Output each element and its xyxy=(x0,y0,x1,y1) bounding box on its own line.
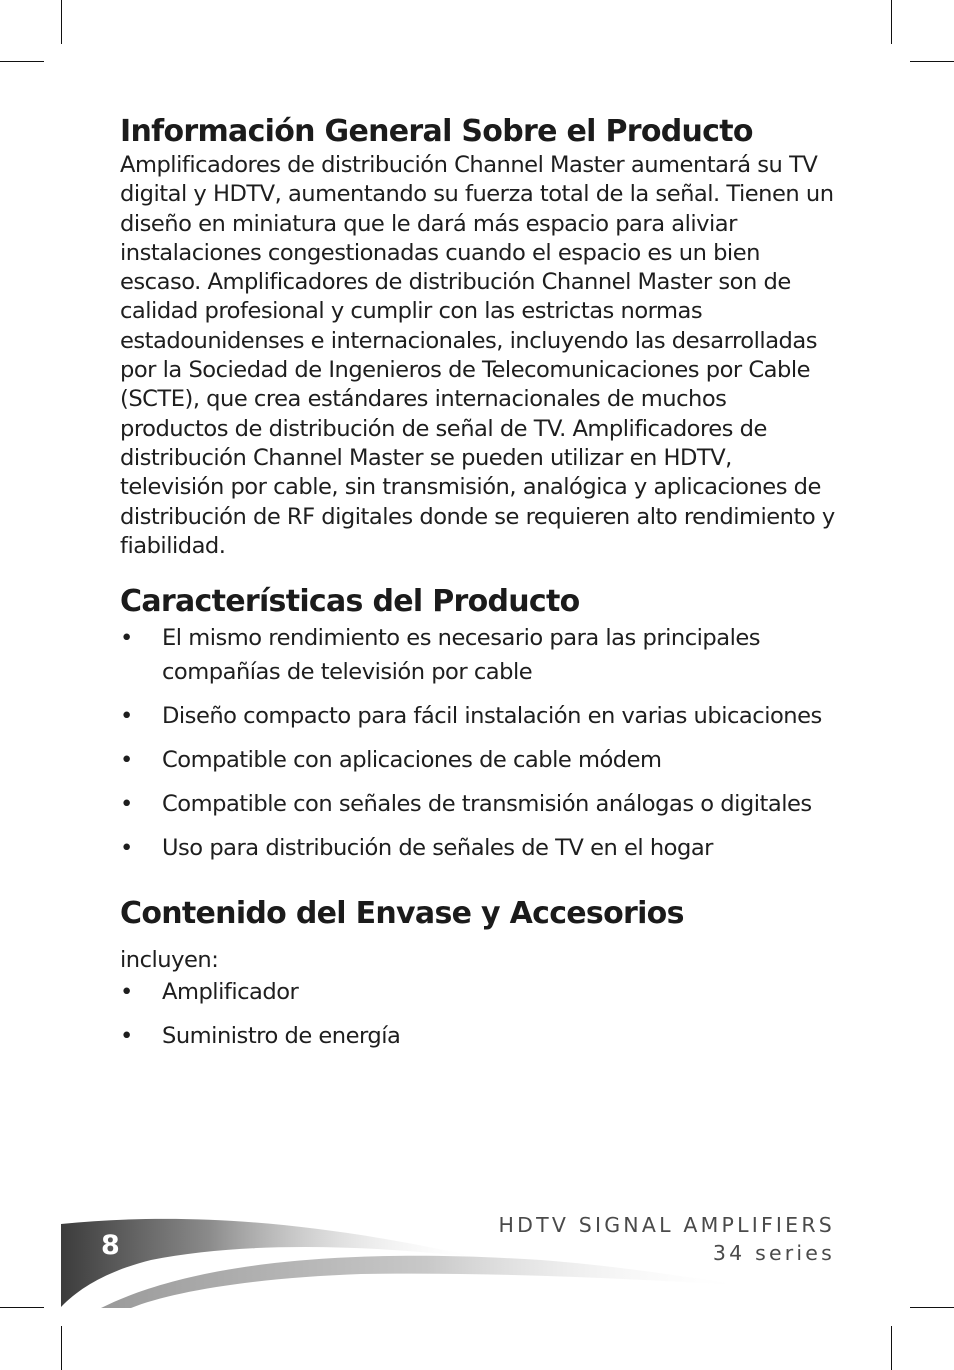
footer-brand xyxy=(499,1211,836,1267)
package-contents-list xyxy=(120,975,836,1053)
bullet-icon: • xyxy=(120,1023,133,1050)
brand-title: HDTV SIGNAL AMPLIFIERS xyxy=(498,1213,835,1237)
crop-mark xyxy=(0,1307,44,1308)
bullet-icon: • xyxy=(120,625,133,652)
feature-text: Diseño compacto para fácil instalación en varias ubicaciones xyxy=(162,703,822,730)
features-section xyxy=(120,583,836,865)
crop-mark xyxy=(910,61,954,62)
list-item xyxy=(120,975,836,1009)
brand-series: 34 series xyxy=(712,1241,835,1265)
features-heading: Características del Producto xyxy=(120,584,580,620)
bullet-icon: • xyxy=(120,979,133,1006)
package-contents-intro: incluyen: xyxy=(120,947,219,974)
crop-mark xyxy=(910,1307,954,1308)
bullet-icon: • xyxy=(120,835,133,862)
feature-text: Uso para distribución de señales de TV en el hogar xyxy=(162,835,713,862)
feature-text: El mismo rendimiento es necesario para las principales compañías de televisión por cable xyxy=(162,625,761,686)
bullet-icon: • xyxy=(120,703,133,730)
content-item-text: Suministro de energía xyxy=(162,1023,401,1050)
crop-mark xyxy=(0,61,44,62)
list-item xyxy=(120,831,836,865)
crop-mark xyxy=(61,0,62,44)
general-info-section xyxy=(120,113,836,561)
features-list xyxy=(120,621,836,865)
feature-text: Compatible con señales de transmisión análogas o digitales xyxy=(162,791,812,818)
list-item xyxy=(120,699,836,733)
crop-mark xyxy=(61,1326,62,1370)
general-info-paragraph: Amplificadores de distribución Channel Master aumentará su TV digital y HDTV, aumentando su fuerza total de la señal. Tienen un diseño en miniatura que le dará más espacio para aliviar instalaciones congestionadas cuando el espacio es un bien escaso. Amplificadores de distribución Channel Master son de calidad profesional y cumplir con las estrictas normas estadounidenses e internacionales, incluyendo las desarrolladas por la Sociedad de Ingenieros de Telecomunicaciones por Cable (SCTE), que crea estándares internacionales de muchos productos de distribución de señal de TV. Amplificadores de distribución Channel Master se pueden utilizar en HDTV, televisión por cable, sin transmisión, analógica y aplicaciones de distribución de RF digitales donde se requieren alto rendimiento y fiabilidad. xyxy=(120,152,835,559)
feature-text: Compatible con aplicaciones de cable módem xyxy=(162,747,662,774)
list-item xyxy=(120,743,836,777)
list-item xyxy=(120,787,836,821)
package-contents-heading: Contenido del Envase y Accesorios xyxy=(120,896,684,932)
page-content xyxy=(120,113,836,1063)
general-info-heading: Información General Sobre el Producto xyxy=(120,114,753,149)
crop-mark xyxy=(891,1326,892,1370)
content-item-text: Amplificador xyxy=(162,979,299,1006)
crop-mark xyxy=(891,0,892,44)
package-contents-section xyxy=(120,895,836,1053)
bullet-icon: • xyxy=(120,747,133,774)
list-item xyxy=(120,621,836,689)
list-item xyxy=(120,1019,836,1053)
page-number: 8 xyxy=(101,1230,120,1261)
bullet-icon: • xyxy=(120,791,133,818)
